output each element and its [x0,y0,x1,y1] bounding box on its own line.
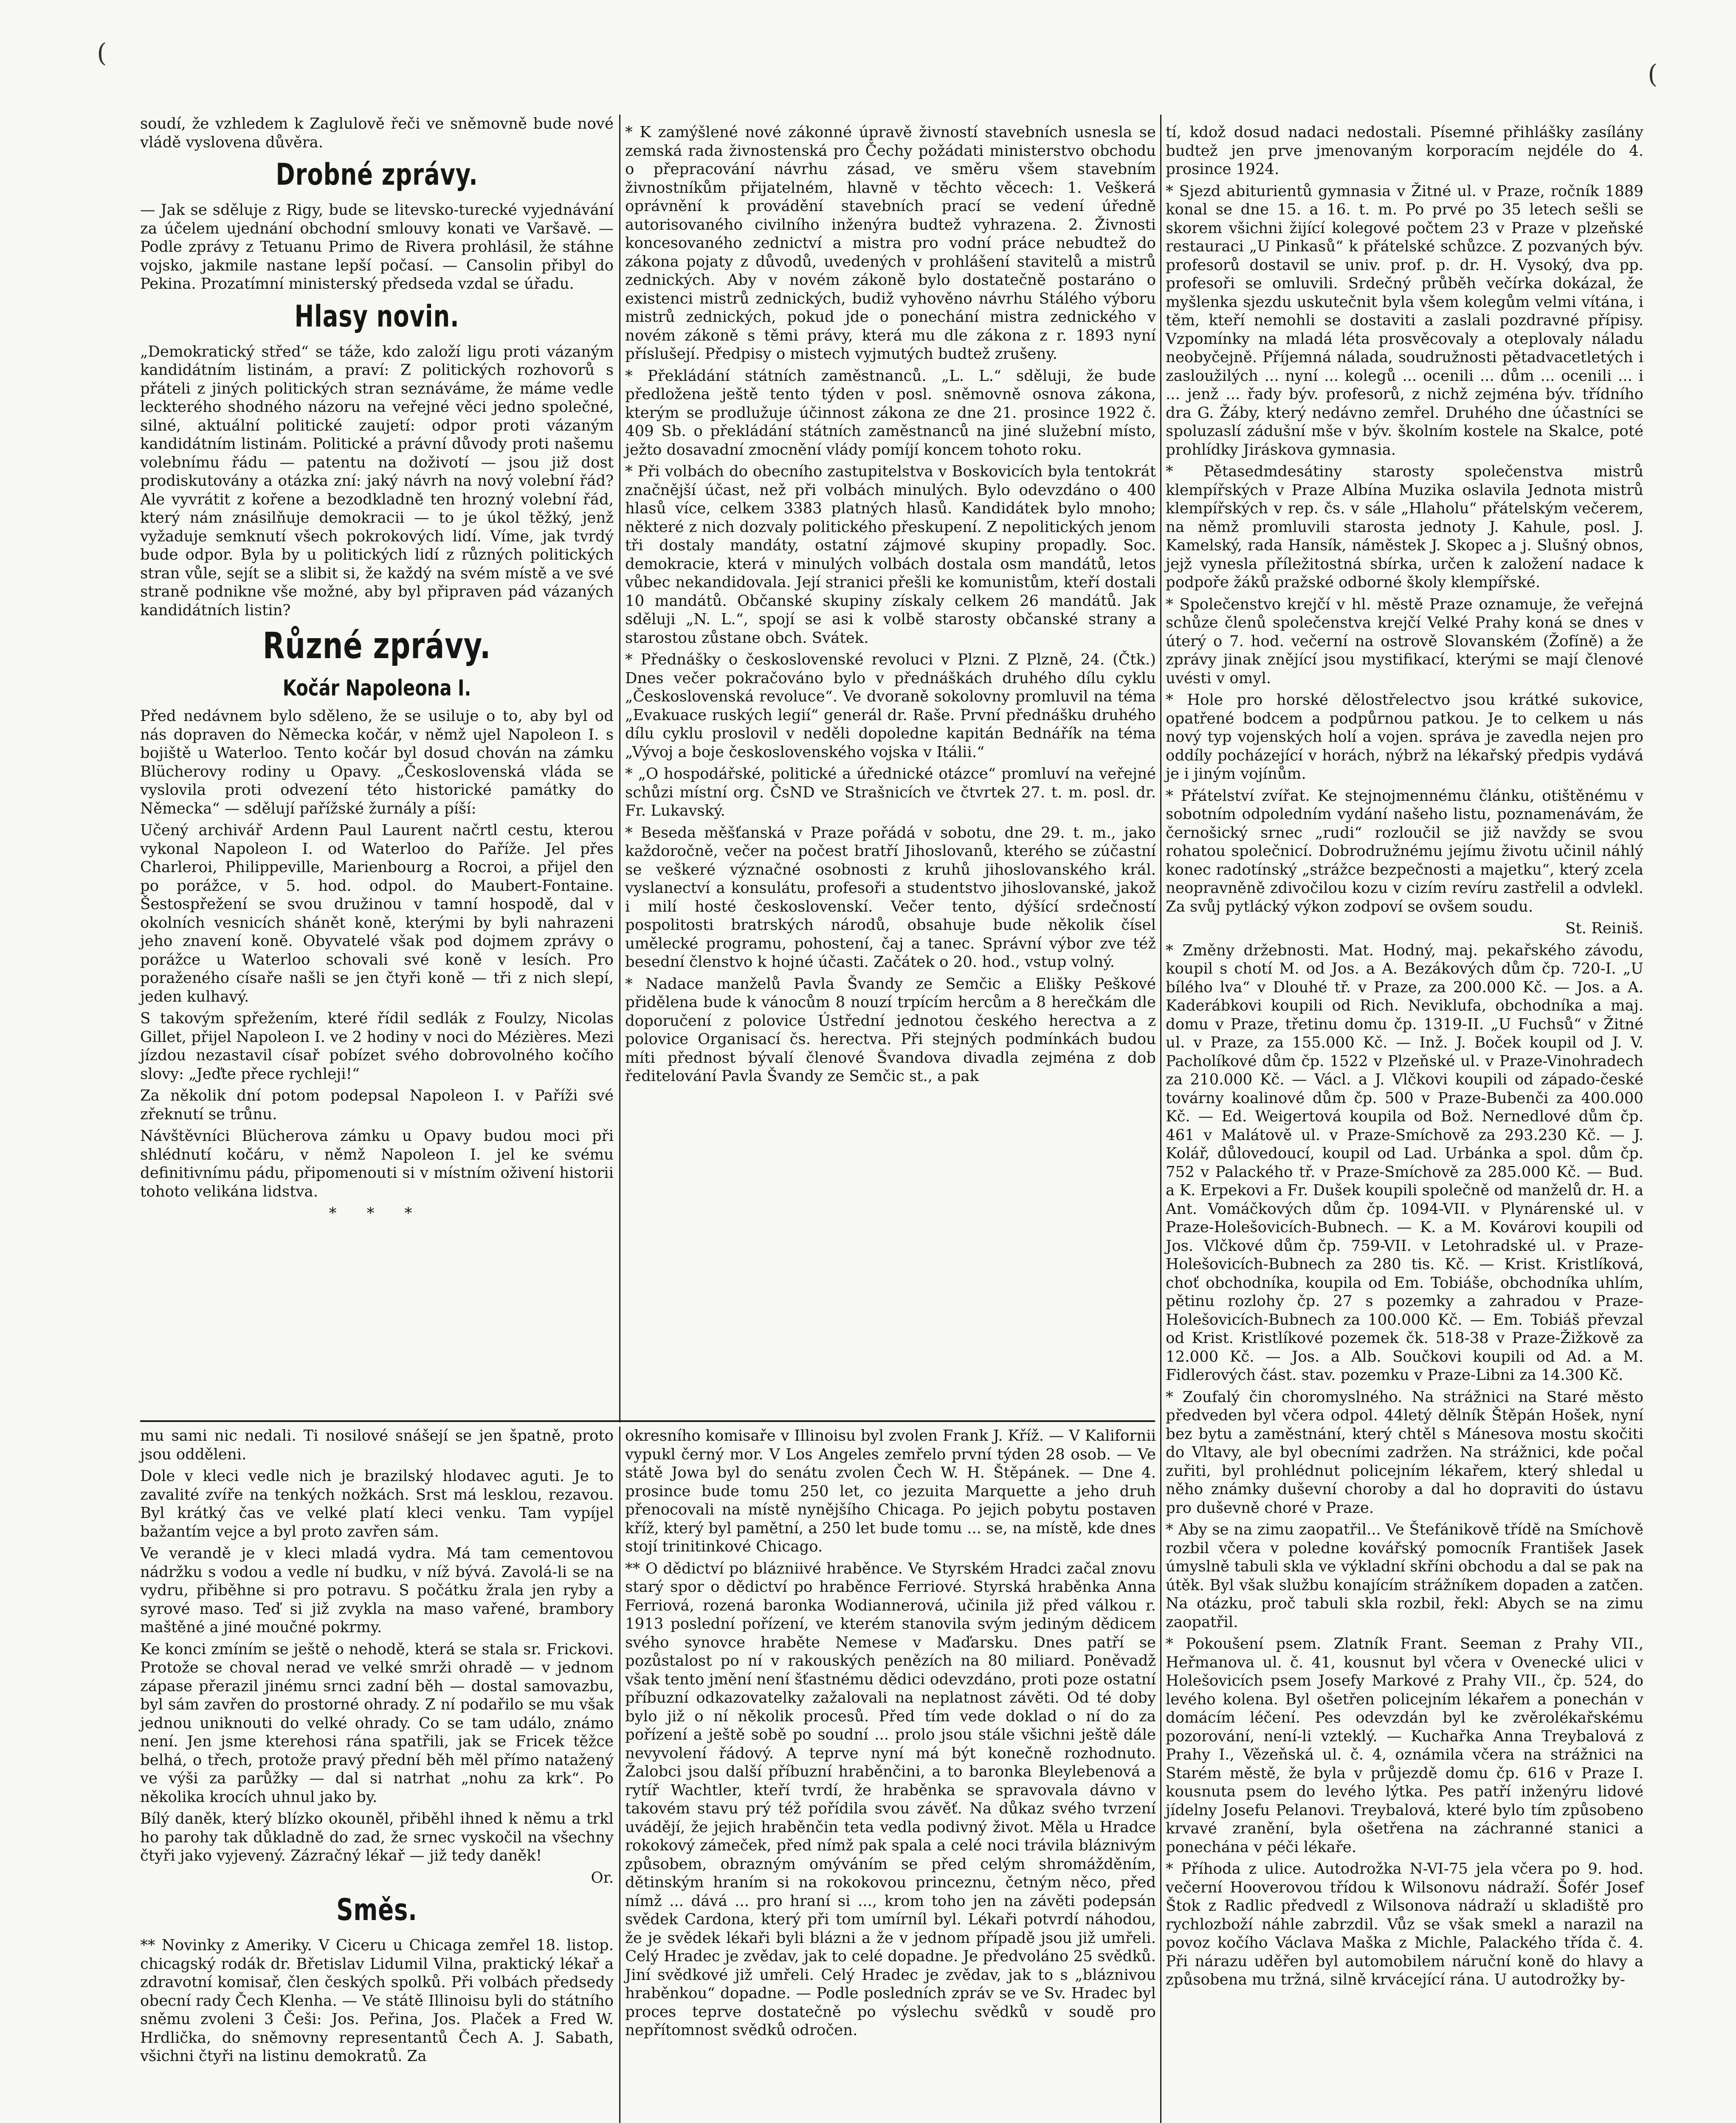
article-petasedmdesatiny: * Pětasedmdesátiny starosty společenstva mistrů klempířských v Praze Albína Muzika oslavila Jednota mistrů klempířských v rep. čs. v sále „Hlaholu“ přátelským večerem, na němž promluvili starosta jednoty J. Kahule, posl. J. Kamelský, rada Hansík, náměstek J. Skopec a j. Slušný obnos, jejž vynesla příležitostná sbírka, určen k založení nadace k podpoře žáků pražské odborné školy klempířské. [1166,463,1643,591]
feuilleton-p3: Ve verandě je v kleci mladá vydra. Má tam cementovou nádržku s vodou a vedle ní budku, v níž bývá. Zavolá-li se na vydru, přiběhne si pro potravu. S počátku žrala jen ryby a syrové maso. Teď si již zvykla na maso vařené, brambory maštěné a jiné moučné pokrmy. [140,1545,614,1636]
column-2 [625,123,1156,1089]
heading-kocar-napoleona: Kočár Napoleona I. [282,676,471,701]
article-drzebnosti: * Změny držebnosti. Mat. Hodný, maj. pekařského závodu, koupil s chotí M. od Jos. a A. Bezákových dům čp. 720-I. „U bílého lva“ v Dlouhé tř. v Praze, za 200.000 Kč. — Jos. a A. Kaderábkovi koupili od Rich. Neviklufa, obchodníka a maj. domu v Praze, třetinu domu čp. 1319-II. „U Fuchsů“ v Žitné ul. v Praze, za 155.000 Kč. — Inž. J. Boček koupil od J. V. Pacholíkové dům čp. 1522 v Plzeňské ul. v Praze-Vinohradech za 210.000 Kč. — Václ. a J. Vlčkovi koupili od západo-české továrny koalinové dům čp. 500 v Praze-Bubenči za 400.000 Kč. — Ed. Weigertová koupila od Bož. Nernedlové dům čp. 461 v Malátově ul. v Praze-Smíchově za 293.230 Kč. — J. Kolář, důlovedoucí, koupil od Lad. Urbánka a spol. dům čp. 752 v Palackého tř. v Praze-Smíchově za 285.000 Kč. — Bud. a K. Erpekovi a Fr. Dušek koupili společně od manželů dr. H. a Ant. Vomáčkových dům čp. 1094-VII. v Plynárenské ul. v Praze-Holešovicích-Bubnech. — K. a M. Kovárovi koupili od Jos. Vlčkové dům čp. 759-VII. v Letohradské ul. v Praze-Holešovicích-Bubnech za 280 tis. Kč. — Krist. Kristlíková, choť obchodníka, koupila od Em. Tobiáše, obchodníka uhlím, pětinu rozlohy čp. 27 s pozemky a zahradou v Praze-Holešovicích-Bubnech za 100.000 Kč. — Em. Tobiáš převzal od Krist. Kristlíkové pozemek čk. 518-38 v Praze-Žižkově za 12.000 Kč. — Jos. a Alb. Součkovi koupili od Ad. a M. Fidlerových část. stav. pozemku v Praze-Libni za 14.300 Kč. [1166,941,1643,1384]
heading-hlasy-novin: Hlasy novin. [294,298,459,334]
feuilleton-p1: mu sami nic nedali. Ti nosilové snášejí se jen špatně, proto jsou odděleni. [140,1427,614,1463]
article-nadace: * Nadace manželů Pavla Švandy ze Semčic a Elišky Peškové přidělena bude k vánocům 8 nouzí trpícím hercům a 8 herečkám dle doporučení z polovice Ústřední jednotou českého herectva a z polovice Organisací čs. herectva. Při stejných podmínkách budou míti přednost bývalí členové Švandova divadla zejména z dob ředitelování Pavla Švandy ze Semčic st., a pak [625,975,1156,1085]
article-prihoda: * Příhoda z ulice. Autodrožka N-VI-75 jela včera po 9. hod. večerní Hooverovou třídou k Wilsonovu nádraží. Šofér Josef Štok z Radlic předvedl z Wilsonova nádraží u skladiště pro rychlozboží náhle zabrzdil. Vůz se však smekl a narazil na povoz kočího Václava Maška z Michle, Palackého třída č. 4. Při nárazu uděřen byl automobilem náruční koně do hlavy a způsobena mu tržná, silně krvácející rána. U autodrožky by- [1166,1860,1643,1988]
article-krejci: * Společenstvo krejčí v hl. městě Praze oznamuje, že veřejná schůze členů společenstva krejčí Velké Prahy koná se dnes v úterý o 7. hod. večerní na ostrově Slovanském (Žofíně) a že zprávy jinak znějící jsou mystifikací, kterými se mají členové uvésti v omyl. [1166,595,1643,687]
article-dedictvi: ** O dědictví po blázniivé hraběnce. Ve Styrském Hradci začal znovu starý spor o dědictví po hraběnce Ferriové. Styrská hraběnka Anna Ferriová, rozená baronka Wodiannerová, učinila již před válkou r. 1913 poslední pořízení, ve kterém stanovila svým jediným dědicem svého synovce hraběte Nemese v Maďarsku. Dnes patří se pozůstalost po ní v rakouských penězích na 80 miliard. Poněvadž však tento jmění není šťastnému dědici odevzdáno, proti poze ostatní příbuzní odkazovatelky zažalovali na neplatnost závěti. Od té doby bylo již o ní několik procesů. Před tím vede doklad o ní do za pořízení a ještě sobě po soudní ... prolo jsou stále všichni ještě dále nevyvolení řádový. A teprve nyní má být konečně rozhodnuto. Žalobci jsou další příbuzní hraběnčini, a to baronka Bleylebenová a rytíř Wachtler, kteří tvrdí, že hraběnka se spravovala dávno v takovém stavu prý též pořídila svou závěť. Na důkaz svého tvrzení uvádějí, že jejich hraběnčin teta vedla podivný život. Měla u Hradce rokokový zámeček, před nímž pak spala a celé noci trávila bláznivým způsobem, obrazným omýváním se před celým shromážděním, dětinským hraním si na rokokovou princeznu, četným něco, před nímž ... dává ... pro hraní si ..., krom toho jen na závěti podepsán svědek Cardona, který při tom umírníl byl. Lékaři potvrdí náhodou, že je svědek lékaři byli blázni a že v jednom případě jsou již umřeli. Celý Hradec je zvědav, jak to celé dopadne. Je předvoláno 25 svědků. Jiní svědkové již umřeli. Celý Hradec je zvědav, jak to s „bláznivou hraběnkou“ dopadne. — Podle posledních zpráv se ve Sv. Hradec byl proces teprve dostatečně po výslechu svědků v soudě pro nepřítomnost svědků odročen. [625,1560,1156,2039]
article-boskovice: * Při volbách do obecního zastupitelstva v Boskovicích byla tentokrát značnější účast, než při volbách minulých. Bylo odevzdáno o 400 hlasů více, celkem 3383 platných hlasů. Kandidátek bylo mnoho; některé z nich dozvaly politického přeskupení. Z nepolitických jenom tři dostaly mandáty, ostatní zájmové skupiny propadly. Soc. demokracie, která v minulých volbách dostala osm mandátů, letos vůbec nekandidovala. Její stranici přešli ke komunistům, kteří dostali 10 mandátů. Občanské skupiny získaly celkem 26 mandátů. Jak sděluji „N. L.“, spojí se asi k volbě starosty občanské strany a starostou zůstane obch. Svátek. [625,463,1156,647]
article-kocar-p1: Před nedávnem bylo sděleno, že se usiluje o to, aby byl od nás dopraven do Německa kočár, v němž ujel Napoleon I. s bojiště u Waterloo. Tento kočár byl dosud chován na zámku Blücherovy rodiny u Opavy. „Československá vláda se vyslovila proti odvezení této historické památky do Německa“ — sdělují pařížské žurnály a píší: [140,707,614,817]
column-3 [1166,123,1643,1993]
article-continuation: soudí, že vzhledem k Zaglulově řeči ve sněmovně bude nové vládě vyslovena důvěra. [140,115,614,151]
heading-smes: Směs. [336,1892,417,1927]
article-prekladani: * Překládání státních zaměstnanců. „L. L.“ sděluji, že bude předložena ještě tento týden v posl. sněmovně osnova zákona, kterým se prodlužuje účinnost zákona ze dne 21. prosince 1922 č. 409 Sb. o překládání státních zaměstnanců na jiné služební místo, ježto dosavadní zmocnění vlády pomíjí koncem tohoto roku. [625,367,1156,459]
section-divider [140,1420,1155,1422]
article-kocar-p5: Návštěvníci Blücherova zámku u Opavy budou moci při shlédnutí kočáru, v němž Napoleon I. jel ke svému definitivnímu pádu, připomenouti si v místním oživení historii tohoto velikána lidstva. [140,1127,614,1200]
column-1-lower [140,1427,614,2069]
column-rule-2 [1160,115,1161,2123]
article-kocar-p2: Učený archivář Ardenn Paul Laurent načrtl cestu, kterou vykonal Napoleon I. od Waterloo do Paříže. Jel přes Charleroi, Philippeville, Marienbourg a Rocroi, a přijel den po porážce, v 5. hod. odpol. do Maubert-Fontaine. Šestospřežení se svou družinou v tamní hospodě, dal v okolních vesnicích shánět koně, kterými by byli nahrazeni jeho znavení koně. Obyvatelé však pod dojmem zprávy o porážce u Waterloo schovali své koně v lesích. Pro poraženého císaře našli se jen čtyři koně — tři z nich slepí, jeden kulhavý. [140,822,614,1005]
article-novinky-ameriky: ** Novinky z Ameriky. V Ciceru u Chicaga zemřel 18. listop. chicagský rodák dr. Břetislav Lidumil Vilna, praktický lékař a zdravotní komisař, člen českých spolků. Při volbách předsedy obecní rady Čech Klenha. — Ve státě Illinoisu byli do státního sněmu zvoleni 3 Češi: Jos. Peřina, Jos. Plaček a Fred W. Hrdlička, do sněmovny representantů Čech A. J. Sabath, všichni čtyři na listinu demokratů. Za [140,1937,614,2065]
signature-reinis: St. Reiniš. [1565,920,1643,937]
column-1 [140,115,614,1226]
article-ameriky-cont: okresního komisaře v Illinoisu byl zvolen Frank J. Kříž. — V Kalifornii vypukl černý mor. V Los Angeles zemřelo první týden 28 osob. — Ve státě Jowa byl do senátu zvolen Čech W. H. Štěpánek. — Dne 4. prosince bude tomu 250 let, co jezuita Marquette a jeho druh přenocovali na místě nynějšího Chicaga. Po jejich pobytu postaven kříž, který byl pamětní, a 250 let bude tomu ... se, na místě, kde dnes stojí trinitinkové Chicago. [625,1427,1156,1555]
article-beseda: * Beseda měšťanská v Praze pořádá v sobotu, dne 29. t. m., jako každoročně, večer na počest bratří Jihoslovanů, kterého se zúčastní se veškeré význačné osobnosti z kruhů jihoslovanského král. vyslanectví a konsulátu, profesoři a studentstvo jihoslovanské, jakož i milí hosté československí. Večer tento, dýšící srdečností pospolitosti bratrských národů, obsahuje bude několik čísel umělecké programu, pohostení, čaj a tanec. Správní výbor zve též besední členstvo k hojné účasti. Začátek o 20. hod., vstup volný. [625,824,1156,971]
article-sjezd: * Sjezd abiturientů gymnasia v Žitné ul. v Praze, ročník 1889 konal se dne 15. a 16. t. m. Po prvé po 35 letech sešli se skorem všichni žijící kolegové počtem 23 v Praze v plzeňské restauraci „U Pinkasů“ k přátelské schůzce. Z pozvaných býv. profesorů dostavil se univ. prof. p. dr. H. Vysoký, dva pp. profesoři se omluvili. Srdečný průběh večírka dokázal, že myšlenka sjezdu uskutečnit byla všem kolegům velmi vítána, i těm, kteří nemohli se dostaviti a zaslali pozdravné přípisy. Vzpomínky na mladá léta prosvěcovaly a oteplovaly náladu neobyčejně. Příjemná nálada, soudružnosti pětadvacetletých i zasloužilých ... nyní ... kolegů ... ocenili ... dům ... ocenili ... i ... jenž ... řady býv. profesorů, z nichž zejména býv. třídního dra G. Žáby, který nedávno zemřel. Druhého dne účastníci se spoluzaslí zádušní mše v býv. školním kostele na Skalce, poté prohlídky Jiráskova gymnasia. [1166,182,1643,459]
article-hlasy: „Demokratický střed“ se táže, kdo založí ligu proti vázaným kandidátním listinám, a praví: Z politických rozhovorů s přáteli z jiných politických stran seznáváme, že máme vedle leckterého shodného názoru na veřejné věci jedno společné, silné, aktuální politické zaujetí: odpor proti vázaným kandidátním listinám. Politické a právní důvody proti našemu volebnímu řádu — patentu na doživotí — jsou již dost prodiskutovány a otázka zní: jaký návrh na nový volební řád? Ale vyvrátit z kořene a bezodkladně ten hrozný volební řád, který nám znásilňuje demokracii — to je úkol těžký, jenž vyžaduje semknutí všech pokrokových lidí. Víme, jak tvrdý bude odpor. Byla by u politických lidí z různých politických stran vůle, sejít se a slibit si, že každý na svém místě a ve své straně podnikne vše možné, aby byl připraven pád vázaných kandidátních listin? [140,343,614,619]
article-psem: * Pokoušení psem. Zlatník Frant. Seeman z Prahy VII., Heřmanova ul. č. 41, kousnut byl včera v Ovenecké ulici v Holešovicích psem Josefy Markové z Prahy VII., čp. 524, do levého kolena. Byl ošetřen policejním lékařem a ponechán v domácím léčení. Pes odevzdán byl ke zvěrolékařskému pozorování, není-li vzteklý. — Kuchařka Anna Treybalová z Prahy I., Vězeňská ul. č. 4, oznámila včera na strážnici na Starém městě, že byla v průjezdě domu čp. 616 v Praze I. kousnuta psem do levého lýtka. Pes patří inženýru lidové jídelny Josefu Pelanovi. Treybalová, které bylo tím způsobeno krvavé zranění, byla ošetřena na záchranné stanici a ponechána v péči lékaře. [1166,1635,1643,1856]
corner-mark-right: ( [1648,59,1658,89]
article-hospodarske: * „O hospodářské, politické a úřednické otázce“ promluví na veřejné schůzi místní org. ČsND ve Strašnicích ve čtvrtek 27. t. m. posl. dr. Fr. Lukavský. [625,765,1156,819]
article-nadace-cont: tí, kdož dosud nadaci nedostali. Písemné přihlášky zasílány budtež jen prve jmenovaným korporacím nejdéle do 4. prosince 1924. [1166,124,1643,178]
article-zima: * Aby se na zimu zaopatřil... Ve Štefánikově třídě na Smíchově rozbil včera v poledne kovářský pomocník František Jasek úmyslně tabuli skla ve výkladní skříni obchodu a dal se pak na útěk. Byl však službu konajícím strážníkem dopaden a zatčen. Na otázku, proč tabuli skla rozbil, řekl: Abych se na zimu zaopatřil. [1166,1521,1643,1631]
corner-mark-left: ( [97,38,107,68]
feuilleton-p5: Bílý daněk, který blízko okouněl, přiběhl ihned k němu a trkl ho parohy tak důkladně do zad, že srnec vyskočil na všechny čtyři jako vyjevený. Zázračný lékař — již tedy daněk! [140,1810,614,1864]
article-kocar-p3: S takovým spřežením, které řídil sedlák z Foulzy, Nicolas Gillet, přijel Napoleon I. ve 2 hodiny v noci do Mézières. Mezi jízdou nezastavil císař pobízet svého dobrovolného kočího slovy: „Jeďte přece rychleji!“ [140,1010,614,1083]
heading-ruzne-zpravy: Různé zprávy. [262,625,491,667]
column-rule-1 [619,115,620,1422]
article-stavebni: * K zamýšlené nové zákonné úpravě živností stavebních usnesla se zemská rada živnostenská pro Čechy požádati ministerstvo obchodu o přepracování návrhu zásad, ve směru všem stavebním živnostníkům přijatelném, hlavně v těchto věcech: 1. Veškerá oprávnění k provádění stavebních prací se vedení úředně autorisovaného civilního inženýra budtež vyhrazena. 2. Živnosti koncesovaného zednictví a mistra pro vodní práce nebudtež do zákona pojaty z důvodů, uvedených v prohlášení stavitelů a mistrů zednických. Aby v novém zákoně bylo dostatečně postaráno o existenci mistrů zednických, budiž vyhověno návrhu Stálého výboru mistrů zednických, pokud jde o ponechání mistra zednického v novém zákoně s těmi právy, která mu dle zákona z r. 1893 nyní příslušejí. Předpisy o mistech vyjmutých budtež zrušeny. [625,124,1156,363]
feuilleton-p2: Dole v kleci vedle nich je brazilský hlodavec aguti. Je to zavalité zvíře na tenkých nožkách. Srst má lesklou, rezavou. Byl krátký čas ve velké platí kleci venku. Tam vypíjel bažantím vejce a byl proto zavřen sám. [140,1467,614,1540]
article-plzen: * Přednášky o československé revoluci v Plzni. Z Plzně, 24. (Čtk.) Dnes večer pokračováno bylo v přednáškách druhého dílu cyklu „Československá revoluce“. Ve dvoraně sokolovny promluvil na téma „Evakuace ruských legií“ generál dr. Raše. První přednášku druhého dílu cyklu proslovil v neděli dopoledne kapitán Bednářík na téma „Vývoj a boje československého vojska v Itálii.“ [625,651,1156,761]
feuilleton-p4: Ke konci zmíním se ještě o nehodě, která se stala sr. Frickovi. Protože se choval nerad ve velké smrži ohradě — v jednom zápase přerazil jinému srnci zadní běh — dostal samovazbu, byl sám zavřen do prostorné ohrady. Z ní podařilo se mu však jednou uniknouti do velké ohrady. Co se tam událo, známo není. Jen jsme kterehosi rána spatřili, jak se Fricek těžce belhá, o třech, protože pravý přední běh měl přímo natažený ve výši za parůžky — dal si natrhat „nohu za krk“. Po několika krocích uhnul jako by. [140,1640,614,1806]
heading-drobne-zpravy: Drobné zprávy. [276,157,478,192]
article-zoufaly-cin: * Zoufalý čin choromyslného. Na strážnici na Staré město předveden byl včera odpol. 44letý dělník Štěpán Hošek, nyní bez bytu a zaměstnání, který chtěl s Mánesova mostu skočiti do Vltavy, ale byl obecními zadržen. Na strážnici, kde počal zuřiti, byl prohlédnut policejním lékařem, který shledal u něho známky duševní choroby a dal ho dopraviti do ústavu pro duševně choré v Praze. [1166,1388,1643,1517]
article-hole: * Hole pro horské dělostřelectvo jsou krátké sukovice, opatřené bodcem a podpůrnou patkou. Je to celkem u nás nový typ vojenských holí a vojen. správa je zavedla nejen pro oddíly pocházející v horách, nýbrž na lékařský předpis vydává je i jiným vojínům. [1166,691,1643,783]
signature-or: Or. [591,1869,614,1886]
column-2-lower [625,1427,1156,2043]
article-drobne: — Jak se sděluje z Rigy, bude se litevsko-turecké vyjednávání za účelem ujednání obchodní smlouvy konati ve Varšavě. — Podle zprávy z Tetuanu Primo de Rivera prohlásil, že stáhne vojsko, jakmile nastane lepší počasí. — Cansolin přibyl do Pekina. Prozatímní ministerský předseda vzdal se úřadu. [140,201,614,293]
article-pratelstvi: * Přátelství zvířat. Ke stejnojmennému článku, otištěnému v sobotním odpoledním vydání našeho listu, poznamenávám, že černošický srnec „rudi“ rozloučil se již navždy se svou rohatou společnicí. Dobrodružnému jejímu životu učinil náhlý konec radotínský „strážce bezpečnosti a majetku“, který zcela neopravněně zdivočilou kozu v cizím revíru zastřelil a odvlekl. Za svůj pytlácký výkon zodpoví se ovšem soudu. [1166,787,1643,915]
article-kocar-p4: Za několik dní potom podepsal Napoleon I. v Paříži své zřeknutí se trůnu. [140,1087,614,1123]
column-rule-1b [619,1427,620,2123]
section-stars: * * * [329,1205,425,1222]
